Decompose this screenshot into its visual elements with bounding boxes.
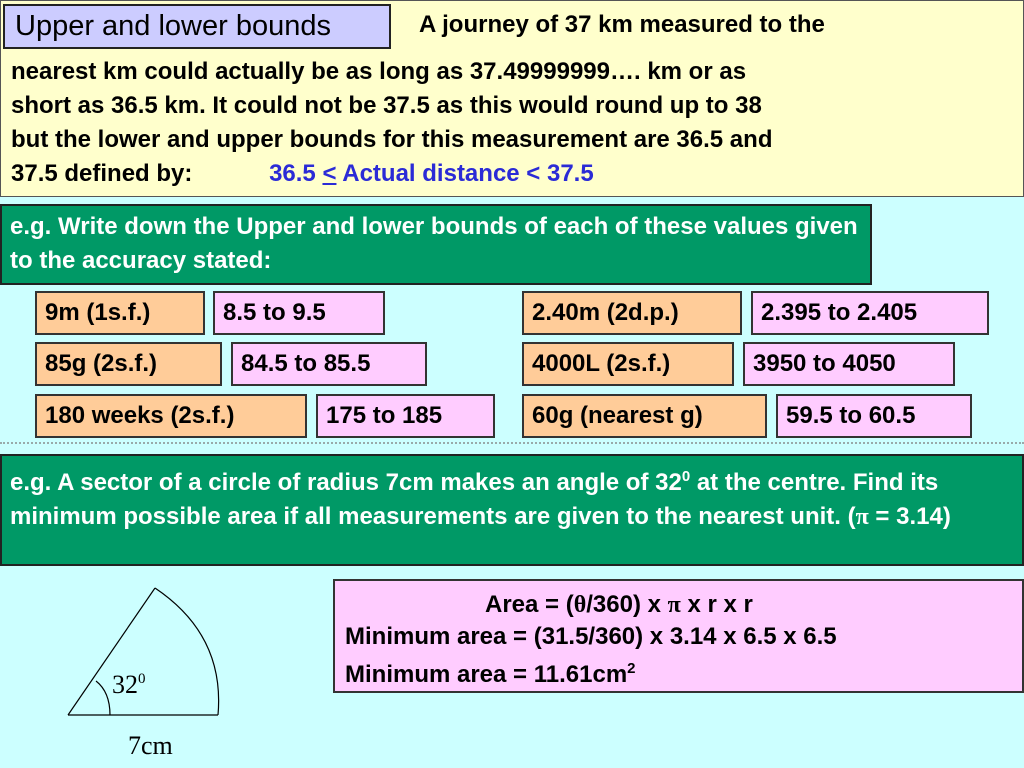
- sector-diagram: [60, 580, 260, 765]
- angle-arc: [96, 681, 110, 715]
- pi-symbol: π: [667, 592, 681, 618]
- example2-text-a: e.g. A sector of a circle of radius 7cm makes an angle of 32: [10, 469, 682, 496]
- answer-cell: 2.395 to 2.405: [751, 291, 989, 335]
- question-cell: 9m (1s.f.): [35, 291, 205, 335]
- minimum-area-working: Minimum area = (31.5/360) x 3.14 x 6.5 x 6.5: [345, 623, 837, 650]
- area-formula-c: x r x r: [680, 591, 753, 618]
- sector-arc: [155, 588, 219, 715]
- question-cell: 2.40m (2d.p.): [522, 291, 742, 335]
- example2-text-c: = 3.14): [868, 503, 951, 530]
- answer-cell: 175 to 185: [316, 394, 495, 438]
- radius-label: 7cm: [128, 731, 173, 760]
- intro-line-4: but the lower and upper bounds for this measurement are 36.5 and: [11, 126, 773, 153]
- intro-line-5-prefix: 37.5 defined by:: [11, 160, 193, 187]
- squared-superscript: 2: [627, 660, 636, 677]
- intro-line-1: A journey of 37 km measured to the: [419, 11, 825, 38]
- intro-line-3: short as 36.5 km. It could not be 37.5 as this would round up to 38: [11, 92, 762, 119]
- intro-line-2: nearest km could actually be as long as 37.49999999…. km or as: [11, 58, 747, 85]
- example2-prompt: [0, 454, 1024, 566]
- intro-line-5: [11, 160, 594, 188]
- area-formula: [485, 589, 753, 621]
- inequality-low: 36.5: [269, 160, 316, 187]
- answer-panel: [333, 579, 1024, 693]
- minimum-area-result-text: Minimum area = 11.61cm: [345, 661, 628, 688]
- answer-cell: 8.5 to 9.5: [213, 291, 385, 335]
- question-cell: 60g (nearest g): [522, 394, 767, 438]
- question-cell: 85g (2s.f.): [35, 342, 222, 386]
- inequality-rest: Actual distance < 37.5: [342, 160, 594, 187]
- divider: [0, 442, 1024, 444]
- minimum-area-result: [345, 653, 636, 691]
- example1-prompt: e.g. Write down the Upper and lower bounds of each of these values given to the accuracy stated:: [0, 204, 872, 285]
- inequality-symbol: <: [322, 160, 337, 187]
- page-title: Upper and lower bounds: [3, 4, 391, 49]
- example2-text-b: at the centre. Find its minimum possible area if all measurements are given to the nearest unit. (: [10, 469, 939, 530]
- degree-superscript: 0: [681, 468, 691, 485]
- pi-symbol: π: [855, 504, 869, 530]
- area-formula-a: Area = (: [485, 591, 574, 618]
- angle-label: $32^0$: [112, 670, 146, 699]
- answer-cell: 59.5 to 60.5: [776, 394, 972, 438]
- theta-symbol: θ: [573, 592, 587, 618]
- question-cell: 180 weeks (2s.f.): [35, 394, 307, 438]
- answer-cell: 3950 to 4050: [743, 342, 955, 386]
- question-cell: 4000L (2s.f.): [522, 342, 734, 386]
- answer-cell: 84.5 to 85.5: [231, 342, 427, 386]
- intro-panel: [0, 0, 1024, 197]
- area-formula-b: /360) x: [586, 591, 668, 618]
